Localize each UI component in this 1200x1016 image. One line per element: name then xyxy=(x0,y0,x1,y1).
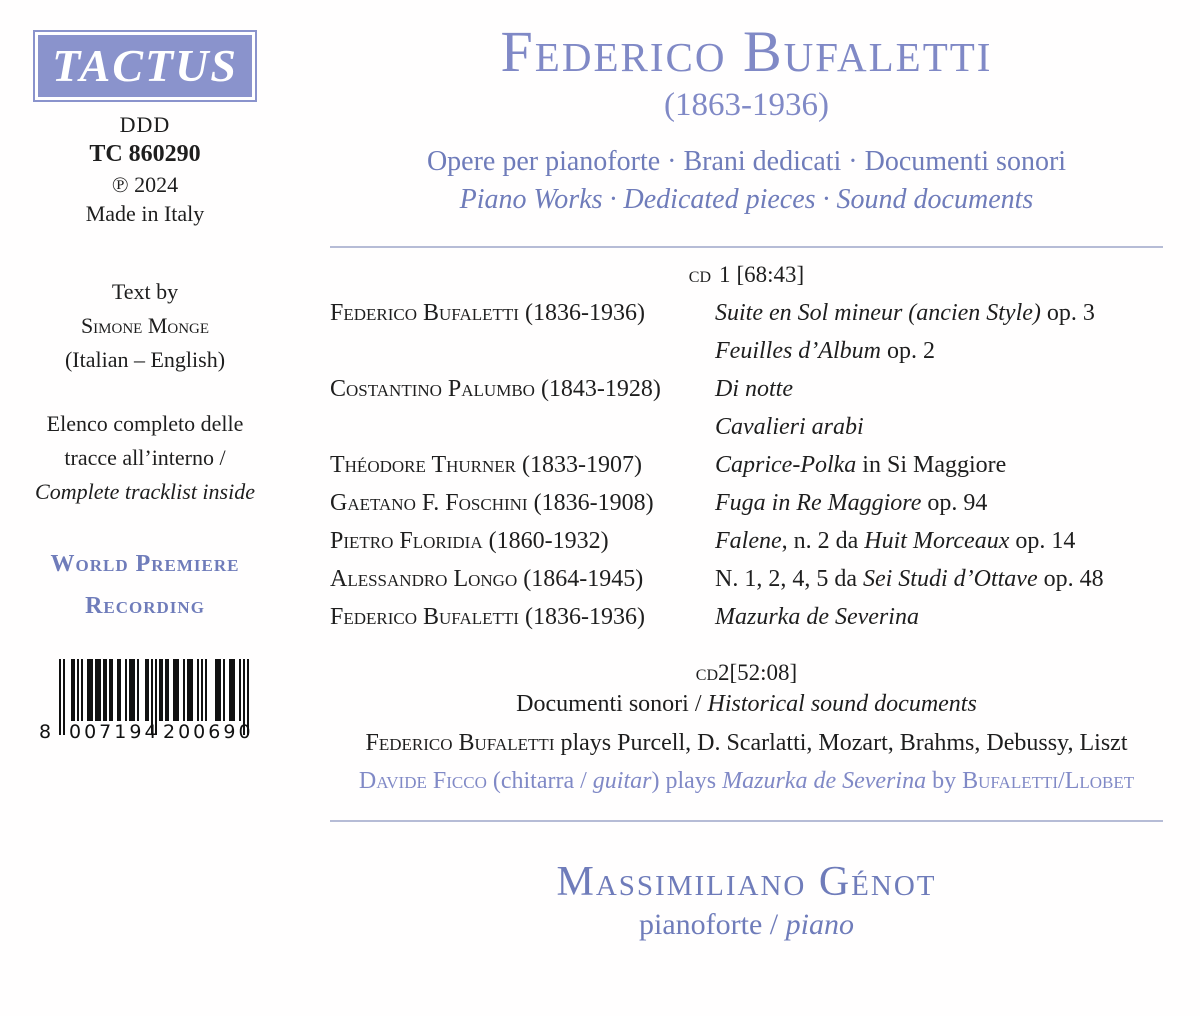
performer-instrument: pianoforte / piano xyxy=(639,907,854,941)
cd2-number: 2 xyxy=(718,659,730,685)
tactus-logo-text: TACTUS xyxy=(38,35,252,97)
composer-name xyxy=(330,446,715,484)
cd2-subtitle: Documenti sonori / Historical sound documents xyxy=(516,690,977,717)
tracklist-note xyxy=(0,407,290,509)
work-title: Di notte xyxy=(715,375,793,402)
sidebar xyxy=(0,0,290,751)
composer-name xyxy=(330,598,715,636)
track-entry xyxy=(330,446,1163,484)
barcode-first-digit: 8 xyxy=(39,721,55,743)
track-entry xyxy=(330,484,1163,522)
premiere-line2: Recording xyxy=(85,593,205,619)
cd2-performance-line2: Davide Ficco (chitarra / guitar) plays Mazurka de Severina by Bufaletti/Llobet xyxy=(358,767,1135,794)
tracklist-note-line3: Complete tracklist inside xyxy=(35,479,255,504)
phonogram-year: ℗ 2024 xyxy=(111,172,179,197)
composer: Gaetano F. Foschini xyxy=(330,489,528,516)
tactus-logo xyxy=(33,30,257,102)
tracklist-note-line1: Elenco completo delle xyxy=(46,411,244,436)
cd1-label: cd xyxy=(688,261,711,287)
composer-dates: (1836-1936) xyxy=(524,299,645,326)
composer: Pietro Floridia xyxy=(330,527,483,554)
composer: Federico Bufaletti xyxy=(330,603,519,630)
subtitle-english: Piano Works · Dedicated pieces · Sound documents xyxy=(459,183,1034,215)
track-entry xyxy=(330,370,1163,446)
barcode xyxy=(39,659,254,751)
work-titles xyxy=(715,560,1163,598)
world-premiere-note xyxy=(0,543,290,627)
work-titles xyxy=(715,522,1163,560)
cd2-duration: [52:08] xyxy=(729,659,798,685)
work-title: Fuga in Re Maggiore op. 94 xyxy=(715,489,988,516)
track-entry xyxy=(330,560,1163,598)
work-title: Suite en Sol mineur (ancien Style) op. 3 xyxy=(715,299,1095,326)
artist-title: Federico Bufaletti xyxy=(500,19,993,84)
composer-dates: (1836-1908) xyxy=(533,489,654,516)
composer-dates: (1833-1907) xyxy=(522,451,642,478)
artist-dates: (1863-1936) xyxy=(664,86,829,123)
recording-format: DDD xyxy=(119,112,171,137)
work-title: N. 1, 2, 4, 5 da Sei Studi d’Ottave op. 48 xyxy=(715,565,1104,592)
composer: Alessandro Longo xyxy=(330,565,518,592)
divider-top xyxy=(330,246,1163,248)
work-title: Caprice-Polka in Si Maggiore xyxy=(715,451,1007,478)
text-by-author: Simone Monge xyxy=(80,313,210,338)
composer-dates: (1860-1932) xyxy=(488,527,609,554)
divider-bottom xyxy=(330,820,1163,822)
work-titles xyxy=(715,294,1163,370)
text-by-languages: (Italian – English) xyxy=(64,347,226,372)
performer-name: Massimiliano Génot xyxy=(556,858,937,905)
cd1-duration: [68:43] xyxy=(736,261,805,287)
composer-dates: (1843-1928) xyxy=(540,375,661,402)
composer-dates: (1864-1945) xyxy=(523,565,644,592)
composer: Théodore Thurner xyxy=(330,451,516,478)
cd2-label: cd xyxy=(695,659,718,685)
made-in: Made in Italy xyxy=(85,201,205,226)
composer-name xyxy=(330,484,715,522)
cd2-header xyxy=(330,660,1163,686)
composer-name xyxy=(330,370,715,446)
composer-name xyxy=(330,560,715,598)
track-entry xyxy=(330,598,1163,636)
work-titles xyxy=(715,370,1163,446)
barcode-group1: 007194 xyxy=(69,721,160,743)
catalog-number: TC 860290 xyxy=(89,141,201,167)
composer-name xyxy=(330,294,715,370)
composer-dates: (1836-1936) xyxy=(524,603,645,630)
barcode-group2: 200690 xyxy=(163,721,254,743)
text-by-block xyxy=(0,275,290,377)
premiere-line1: World Premiere xyxy=(50,551,240,577)
cd2-performance-line1: Federico Bufaletti plays Purcell, D. Scarlatti, Mozart, Brahms, Debussy, Liszt xyxy=(365,729,1128,756)
work-title: Mazurka de Severina xyxy=(715,603,919,630)
composer: Costantino Palumbo xyxy=(330,375,535,402)
cd1-number: 1 xyxy=(719,261,731,287)
work-titles xyxy=(715,598,1163,636)
track-entry xyxy=(330,294,1163,370)
work-title: Falene, n. 2 da Huit Morceaux op. 14 xyxy=(715,527,1076,554)
work-title: Feuilles d’Album op. 2 xyxy=(715,337,935,364)
text-by-label: Text by xyxy=(111,279,179,304)
subtitle-italian: Opere per pianoforte · Brani dedicati · Documenti sonori xyxy=(426,145,1067,177)
work-titles xyxy=(715,446,1163,484)
cd1-header xyxy=(330,262,1163,288)
main-column xyxy=(330,0,1163,942)
cd1-track-list xyxy=(330,294,1163,636)
tracklist-note-line2: tracce all’interno / xyxy=(64,445,226,470)
composer-name xyxy=(330,522,715,560)
track-entry xyxy=(330,522,1163,560)
work-titles xyxy=(715,484,1163,522)
work-title: Cavalieri arabi xyxy=(715,413,864,440)
composer: Federico Bufaletti xyxy=(330,299,519,326)
